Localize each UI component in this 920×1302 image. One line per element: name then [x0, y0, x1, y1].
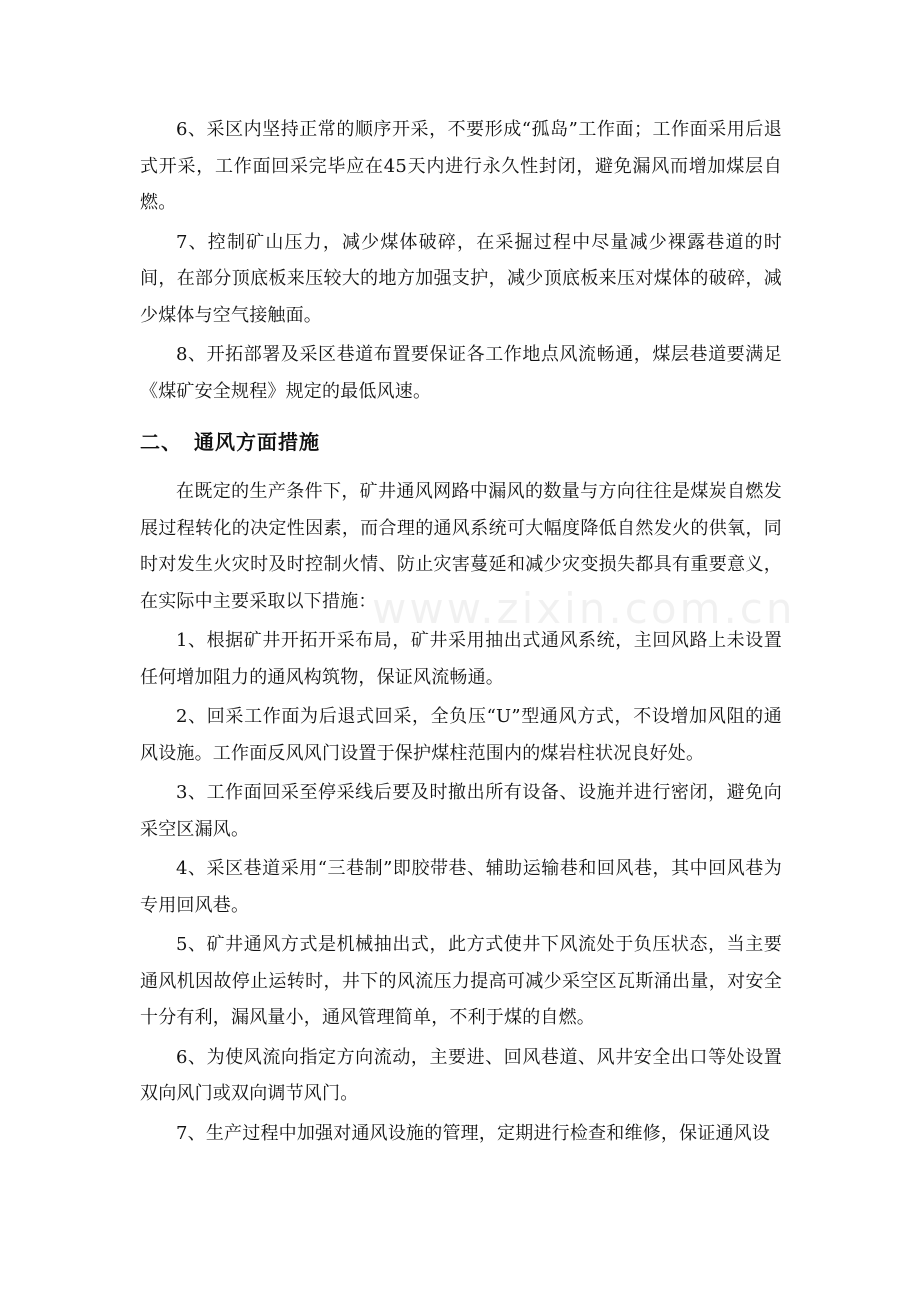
- document-body: [140, 112, 782, 1155]
- section-title: 通风方面措施: [194, 430, 320, 454]
- watermark: www.zixin.com.cn: [372, 584, 796, 633]
- paragraph-item-7: 7、控制矿山压力，减少煤体破碎，在采掘过程中尽量减少裸露巷道的时间，在部分顶底板来压较大的地方加强支护，减少顶底板来压对煤体的破碎，减少煤体与空气接触面。: [140, 231, 782, 326]
- measure-item-4: 4、采区巷道采用“三巷制”即胶带巷、辅助运输巷和回风巷，其中回风巷为专用回风巷。: [140, 858, 782, 916]
- measure-item-2: 2、回采工作面为后退式回采，全负压“U”型通风方式，不设增加风阻的通风设施。工作面反风风门设置于保护煤柱范围内的煤岩柱状况良好处。: [140, 706, 782, 764]
- measure-item-7: 7、生产过程中加强对通风设施的管理，定期进行检查和维修，保证通风设: [176, 1122, 771, 1144]
- measure-item-6: 6、为使风流向指定方向流动，主要进、回风巷道、风井安全出口等处设置双向风门或双向调节风门。: [140, 1046, 782, 1104]
- paragraph-item-6: 6、采区内坚持正常的顺序开采，不要形成“孤岛”工作面；工作面采用后退式开采，工作面回采完毕应在45天内进行永久性封闭，避免漏风而增加煤层自燃。: [140, 119, 782, 213]
- section-intro-paragraph: 在既定的生产条件下，矿井通风网路中漏风的数量与方向往往是煤炭自燃发展过程转化的决定性因素，而合理的通风系统可大幅度降低自然发火的供氧，同时对发生火灾时及时控制火情、防止灾害蔓延和减少灾变损失都具有重要意义，在实际中主要采取以下措施：: [140, 481, 782, 612]
- section-heading: [140, 424, 782, 460]
- measure-item-1: 1、根据矿井开拓开采布局，矿井采用抽出式通风系统，主回风路上未设置任何增加阻力的通风构筑物，保证风流畅通。: [140, 630, 782, 688]
- section-number: 二、: [140, 430, 182, 454]
- measure-item-3: 3、工作面回采至停采线后要及时撤出所有设备、设施并进行密闭，避免向采空区漏风。: [140, 782, 782, 840]
- measure-item-5: 5、矿井通风方式是机械抽出式，此方式使井下风流处于负压状态，当主要通风机因故停止运转时，井下的风流压力提高可减少采空区瓦斯涌出量，对安全十分有利，漏风量小，通风管理简单，不利于煤的自燃。: [140, 934, 782, 1028]
- paragraph-item-8: 8、开拓部署及采区巷道布置要保证各工作地点风流畅通，煤层巷道要满足《煤矿安全规程》规定的最低风速。: [140, 344, 782, 402]
